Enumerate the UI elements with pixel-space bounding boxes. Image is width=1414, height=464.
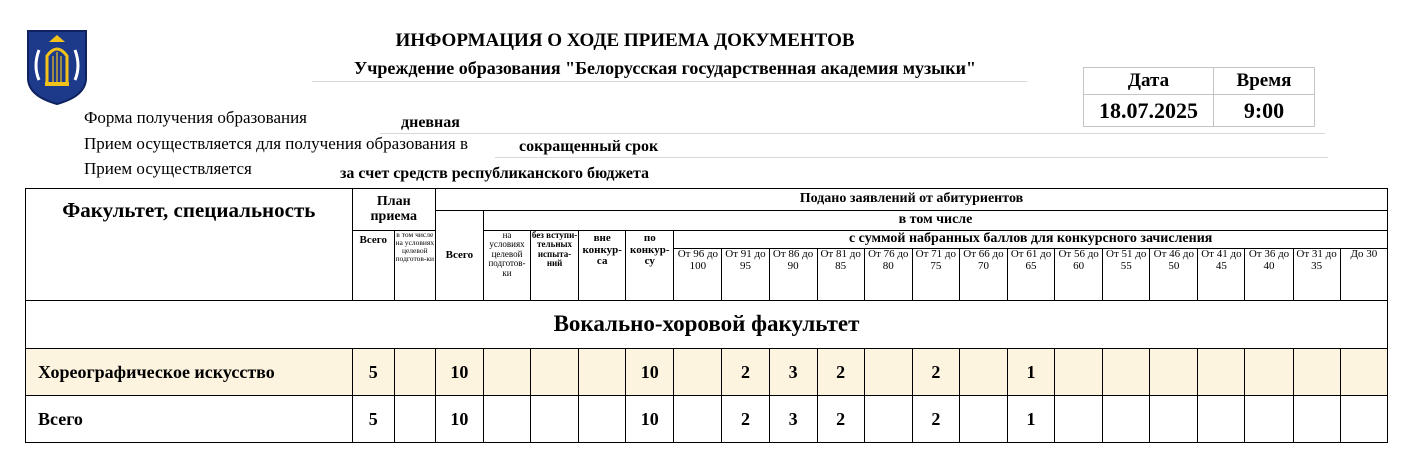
score-cell: 2 (912, 396, 959, 443)
plan-total-header: Всего (352, 231, 394, 301)
score-cell: 2 (912, 349, 959, 396)
time-label: Время (1214, 68, 1315, 95)
score-cell (1245, 349, 1293, 396)
institution-name: Учреждение образования "Белорусская государственная академия музыки" (354, 58, 976, 78)
score-range-header: От 41 до 45 (1198, 249, 1245, 301)
score-cell: 1 (1007, 349, 1054, 396)
applications-header: Подано заявлений от абитуриентов (435, 189, 1387, 211)
date-time-box (1083, 67, 1315, 127)
score-cell (959, 349, 1007, 396)
term-value: сокращенный срок (519, 138, 659, 155)
score-range-header: От 31 до 35 (1293, 249, 1340, 301)
score-cell (1198, 349, 1245, 396)
score-cell (674, 349, 722, 396)
score-cell (1103, 349, 1150, 396)
score-cell: 2 (817, 349, 864, 396)
no-exams-header: без вступи-тельных испыта-ний (531, 231, 579, 301)
out-competition-cell (579, 396, 626, 443)
divider (312, 81, 1027, 82)
score-range-header: До 30 (1340, 249, 1387, 301)
score-cell (1245, 396, 1293, 443)
plan-header: План приема (352, 189, 435, 231)
score-range-header: От 76 до 80 (864, 249, 912, 301)
score-range-header: От 51 до 55 (1103, 249, 1150, 301)
score-cell: 1 (1007, 396, 1054, 443)
form-label: Форма получения образования (84, 108, 308, 127)
by-competition-header: по конкур-су (626, 231, 674, 301)
score-header: с суммой набранных баллов для конкурсного зачисления (674, 231, 1388, 249)
score-cell (864, 396, 912, 443)
total-cell: 10 (435, 349, 483, 396)
table-row (26, 349, 1388, 396)
plan-target-cell (394, 396, 435, 443)
score-cell: 3 (769, 349, 817, 396)
by-competition-cell: 10 (626, 396, 674, 443)
score-cell (959, 396, 1007, 443)
score-cell: 2 (722, 349, 769, 396)
score-range-header: От 81 до 85 (817, 249, 864, 301)
score-cell (674, 396, 722, 443)
plan-total-cell: 5 (352, 396, 394, 443)
score-cell: 3 (769, 396, 817, 443)
no-exams-cell (531, 349, 579, 396)
plan-target-header: в том числе на условиях целевой подготов-ки (394, 231, 435, 301)
score-range-header: От 91 до 95 (722, 249, 769, 301)
no-exams-cell (531, 396, 579, 443)
score-cell: 2 (817, 396, 864, 443)
applications-table (25, 188, 1388, 443)
score-cell (1340, 396, 1387, 443)
section-title: Вокально-хоровой факультет (26, 301, 1388, 349)
funding-value: за счет средств республиканского бюджета (340, 165, 650, 182)
funding-label: Прием осуществляется (84, 159, 252, 178)
score-range-header: От 86 до 90 (769, 249, 817, 301)
target-cell (483, 396, 530, 443)
score-range-header: От 36 до 40 (1245, 249, 1293, 301)
plan-target-cell (394, 349, 435, 396)
score-cell (1340, 349, 1387, 396)
time-value: 9:00 (1214, 95, 1315, 127)
faculty-header: Факультет, специальность (26, 189, 353, 301)
score-range-header: От 61 до 65 (1007, 249, 1054, 301)
target-cell (483, 349, 530, 396)
score-cell (864, 349, 912, 396)
specialty-name: Хореографическое искусство (26, 349, 353, 396)
score-range-header: От 71 до 75 (912, 249, 959, 301)
by-competition-cell: 10 (626, 349, 674, 396)
score-cell (1103, 396, 1150, 443)
score-range-header: От 66 до 70 (959, 249, 1007, 301)
including-header: в том числе (483, 211, 1387, 231)
form-value: дневная (401, 114, 460, 131)
score-cell (1150, 396, 1198, 443)
page-title: ИНФОРМАЦИЯ О ХОДЕ ПРИЕМА ДОКУМЕНТОВ (395, 30, 855, 51)
score-range-header: От 46 до 50 (1150, 249, 1198, 301)
total-row-name: Всего (26, 396, 353, 443)
plan-total-cell: 5 (352, 349, 394, 396)
term-label: Прием осуществляется для получения образования в (84, 134, 468, 153)
score-cell (1055, 396, 1103, 443)
total-cell: 10 (435, 396, 483, 443)
score-cell (1293, 349, 1340, 396)
score-cell (1293, 396, 1340, 443)
score-cell (1150, 349, 1198, 396)
score-range-header: От 96 до 100 (674, 249, 722, 301)
date-label: Дата (1084, 68, 1214, 95)
applications-total-header: Всего (435, 211, 483, 301)
out-competition-cell (579, 349, 626, 396)
target-header: на условиях целевой подготов-ки (483, 231, 530, 301)
out-of-competition-header: вне конкур-са (579, 231, 626, 301)
score-range-header: От 56 до 60 (1055, 249, 1103, 301)
score-cell (1198, 396, 1245, 443)
score-cell (1055, 349, 1103, 396)
score-cell: 2 (722, 396, 769, 443)
divider (380, 133, 1325, 134)
table-row-total (26, 396, 1388, 443)
date-value: 18.07.2025 (1084, 95, 1214, 127)
divider (495, 157, 1328, 158)
